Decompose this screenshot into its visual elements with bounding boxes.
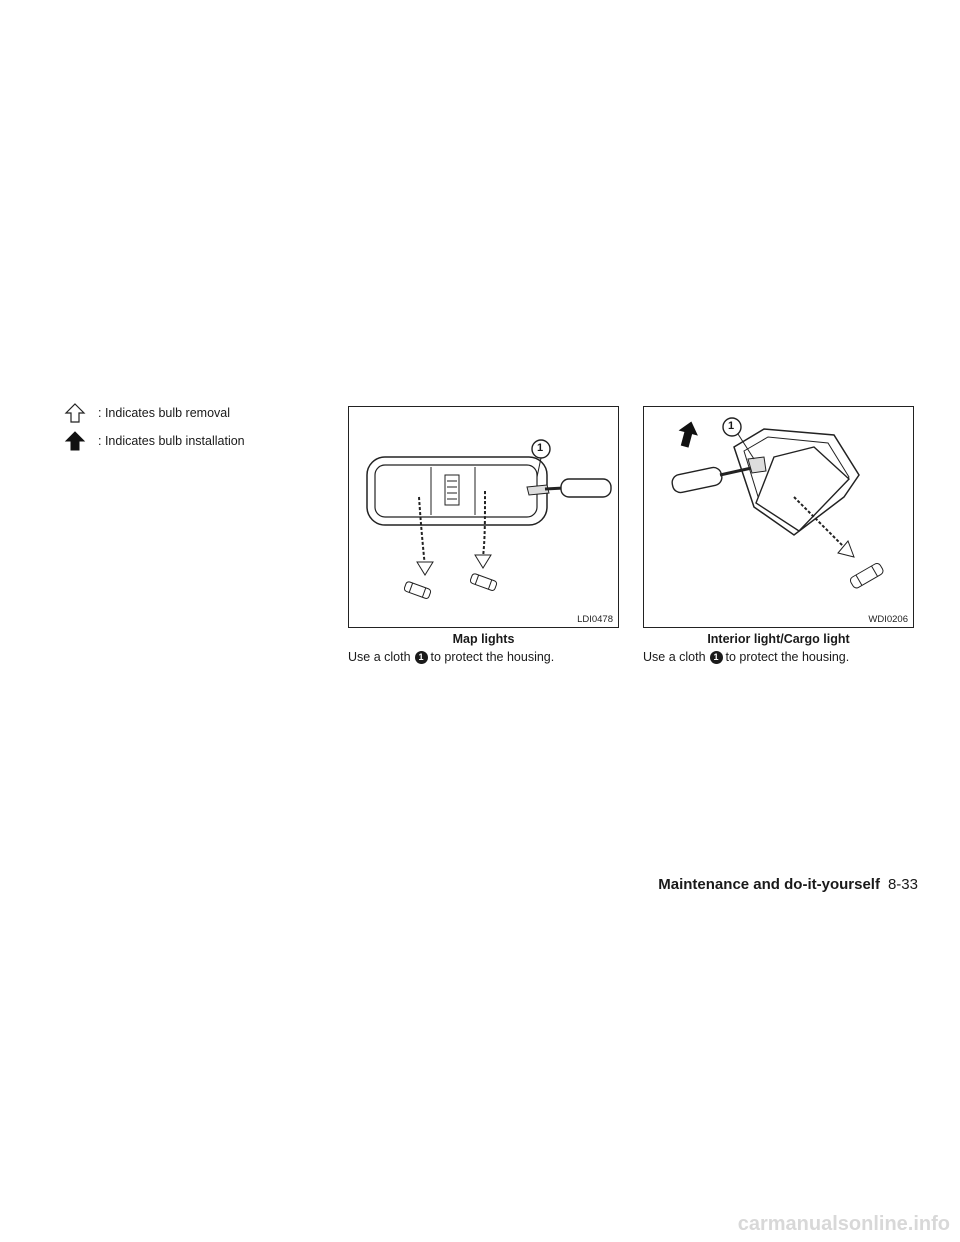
legend-installation: [64, 431, 245, 451]
instruction-interior-cargo-light: [643, 650, 849, 664]
footer-section-title: Maintenance and do-it-yourself: [658, 876, 880, 893]
figure-caption-interior-cargo-light: Interior light/Cargo light: [707, 632, 850, 646]
interior-light-illustration: [644, 407, 913, 627]
outline-up-arrow-icon: [64, 403, 86, 423]
instruction-text-before: Use a cloth: [348, 650, 411, 664]
callout-number: 1: [537, 442, 544, 454]
legend-removal-text: : Indicates bulb removal: [98, 406, 231, 420]
map-lights-illustration: [349, 407, 618, 627]
instruction-text-after: to protect the housing.: [725, 650, 850, 664]
page-footer: [658, 876, 918, 893]
watermark: carmanualsonline.info: [737, 1213, 950, 1235]
figure-code: WDI0206: [868, 614, 908, 625]
callout-number: 1: [728, 420, 735, 432]
legend-installation-text: : Indicates bulb installation: [98, 434, 245, 448]
footer-page-number: 8-33: [887, 876, 918, 893]
instruction-map-lights: [348, 650, 554, 664]
filled-up-arrow-icon: [64, 431, 86, 451]
instruction-text-before: Use a cloth: [643, 650, 706, 664]
instruction-text-after: to protect the housing.: [430, 650, 555, 664]
figure-code: LDI0478: [577, 614, 613, 625]
legend-removal: [64, 403, 230, 423]
figure-caption-map-lights: Map lights: [452, 632, 515, 646]
callout-circle: 1: [710, 651, 723, 664]
figure-map-lights: [348, 406, 619, 628]
callout-circle: 1: [415, 651, 428, 664]
figure-interior-cargo-light: [643, 406, 914, 628]
